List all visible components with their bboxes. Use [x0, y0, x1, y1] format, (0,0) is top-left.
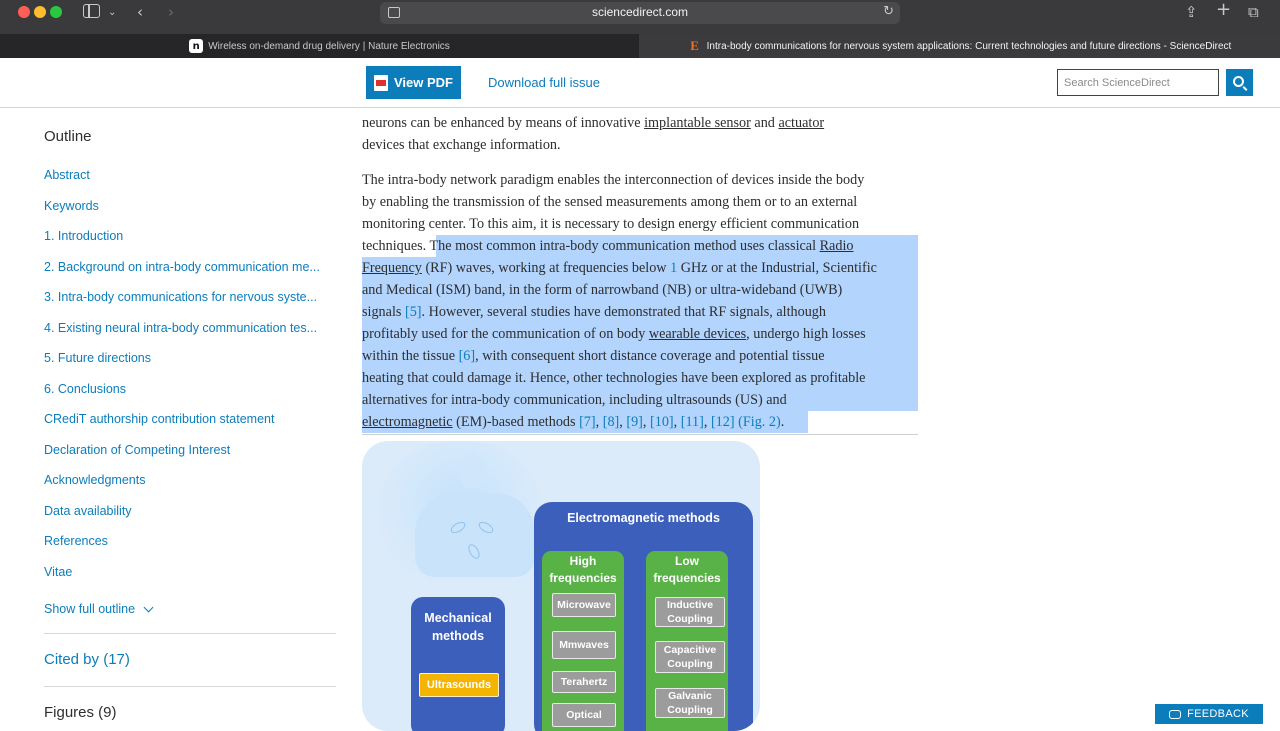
view-pdf-button[interactable]: [366, 66, 461, 99]
paragraph-line: monitoring center. To this aim, it is necessary to design energy efficient communication: [362, 216, 860, 232]
mmwaves-chip: Mmwaves: [552, 631, 616, 659]
search-icon: [1233, 76, 1244, 87]
em-methods-title: Electromagnetic methods: [567, 511, 720, 525]
tab-bar: [0, 34, 1280, 58]
paragraph-line: by enabling the transmission of the sensed measurements among them or to an external: [362, 194, 858, 210]
nature-favicon-icon: n: [189, 39, 203, 53]
zoom-window-button[interactable]: [50, 6, 62, 18]
capacitive-coupling-chip: Capacitive Coupling: [655, 641, 725, 673]
site-header: [0, 58, 1280, 108]
optical-chip: Optical: [552, 703, 616, 727]
body-head: [458, 453, 486, 489]
tab-sciencedirect[interactable]: [639, 34, 1280, 58]
mechanical-methods-title: Mechanical methods: [424, 611, 492, 643]
reference-link[interactable]: [5]: [404, 304, 422, 320]
divider: [44, 686, 336, 687]
paragraph-line: and Medical (ISM) band, in the form of narrowband (NB) or ultra-wideband (UWB): [362, 282, 843, 298]
reference-link[interactable]: [6]: [458, 348, 476, 364]
actuator-link[interactable]: actuator: [778, 115, 825, 131]
reference-link[interactable]: [7]: [579, 414, 596, 430]
outline-item-background[interactable]: 2. Background on intra-body communication me...: [44, 260, 320, 274]
reference-link[interactable]: [9]: [626, 414, 643, 430]
reference-link[interactable]: [11]: [680, 414, 704, 430]
paragraph-line: electromagnetic (EM)-based methods [7], [8], [9], [10], [11], [12] (Fig. 2).: [362, 414, 785, 430]
reload-icon[interactable]: ↻: [883, 4, 894, 19]
chat-icon: [1169, 710, 1181, 719]
outline-item-nervous-system[interactable]: 3. Intra-body communications for nervous syste...: [44, 290, 318, 304]
search-button[interactable]: [1226, 69, 1253, 96]
outline-title: Outline: [44, 128, 92, 145]
terahertz-chip: Terahertz: [552, 671, 616, 693]
radio-frequency-link[interactable]: Radio: [819, 238, 854, 254]
url-text: sciencedirect.com: [591, 5, 689, 19]
outline-item-acknowledgments[interactable]: Acknowledgments: [44, 473, 146, 487]
paragraph-line: devices that exchange information.: [362, 137, 561, 153]
outline-item-vitae[interactable]: Vitae: [44, 565, 73, 579]
outline-item-keywords[interactable]: Keywords: [44, 199, 99, 213]
outline-item-credit[interactable]: CRediT authorship contribution statement: [44, 412, 275, 426]
wearable-devices-link[interactable]: wearable devices: [648, 326, 747, 342]
close-window-button[interactable]: [18, 6, 30, 18]
low-frequencies-box: [646, 551, 728, 731]
inductive-coupling-chip: Inductive Coupling: [655, 597, 725, 627]
paragraph-line: neurons can be enhanced by means of innovative implantable sensor and actuator: [362, 115, 825, 131]
paragraph-line: within the tissue [6], with consequent short distance coverage and potential tissue: [362, 348, 825, 364]
galvanic-coupling-chip: Galvanic Coupling: [655, 688, 725, 718]
chevron-down-icon[interactable]: ⌄: [108, 7, 117, 18]
tab-title: Intra-body communications for nervous system applications: Current technologies and future directions - ScienceDirect: [706, 40, 1232, 52]
share-icon[interactable]: ⇪: [1185, 3, 1198, 21]
reference-link[interactable]: [8]: [602, 414, 620, 430]
show-full-outline-button[interactable]: [44, 602, 152, 616]
sidebar-toggle-icon[interactable]: [83, 4, 100, 18]
human-body-illustration: [380, 441, 540, 581]
view-pdf-label: View PDF: [393, 75, 453, 90]
show-full-outline-label: Show full outline: [44, 602, 136, 616]
elsevier-favicon-icon: E: [690, 38, 699, 53]
outline-item-conclusions[interactable]: 6. Conclusions: [44, 382, 126, 396]
outline-item-introduction[interactable]: 1. Introduction: [44, 229, 124, 243]
microwave-chip: Microwave: [552, 593, 616, 617]
divider: [44, 633, 336, 634]
outline-item-data-availability[interactable]: Data availability: [44, 504, 132, 518]
pdf-icon: [374, 75, 388, 91]
radio-frequency-link[interactable]: Frequency: [362, 260, 422, 276]
tab-title: Wireless on-demand drug delivery | Nature Electronics: [208, 40, 450, 52]
divider: [362, 434, 918, 435]
paragraph-line: The intra-body network paradigm enables the interconnection of devices inside the body: [362, 172, 865, 188]
figure-2-image[interactable]: [362, 441, 760, 731]
address-bar[interactable]: [380, 2, 900, 24]
chevron-down-icon: [144, 602, 154, 612]
forward-icon[interactable]: ›: [168, 3, 174, 21]
body-torso: [415, 493, 535, 577]
low-frequencies-title: Low frequencies: [653, 554, 721, 585]
download-full-issue-link[interactable]: Download full issue: [488, 75, 601, 90]
mechanical-methods-box: [411, 597, 505, 731]
paragraph-line: profitably used for the communication of on body wearable devices, undergo high losses: [362, 326, 866, 342]
back-icon[interactable]: ‹: [137, 3, 143, 21]
outline-item-competing-interest[interactable]: Declaration of Competing Interest: [44, 443, 231, 457]
implantable-sensor-link[interactable]: implantable sensor: [644, 115, 751, 131]
minimize-window-button[interactable]: [34, 6, 46, 18]
search-input[interactable]: [1057, 69, 1219, 96]
electromagnetic-link[interactable]: electromagnetic: [362, 414, 453, 430]
tab-overview-icon[interactable]: ⧉: [1248, 3, 1259, 21]
math-value: 1: [670, 260, 678, 276]
outline-item-existing-testbeds[interactable]: 4. Existing neural intra-body communication tes...: [44, 321, 318, 335]
paragraph-line: alternatives for intra-body communication, including ultrasounds (US) and: [362, 392, 787, 408]
reference-link[interactable]: [10]: [650, 414, 674, 430]
ultrasounds-chip: Ultrasounds: [419, 673, 499, 697]
tab-nature-electronics[interactable]: [0, 34, 639, 58]
browser-toolbar: [0, 0, 1280, 34]
outline-item-future-directions[interactable]: 5. Future directions: [44, 351, 151, 365]
cited-by-link[interactable]: Cited by (17): [44, 651, 130, 668]
new-tab-icon[interactable]: +: [1216, 0, 1232, 20]
paragraph-line: Frequency (RF) waves, working at frequencies below 1 GHz or at the Industrial, Scientific: [362, 260, 877, 276]
feedback-label: FEEDBACK: [1187, 708, 1249, 720]
figure-reference-link[interactable]: (Fig. 2): [738, 414, 781, 430]
outline-item-abstract[interactable]: Abstract: [44, 168, 90, 182]
paragraph-line: heating that could damage it. Hence, other technologies have been explored as profitable: [362, 370, 866, 386]
paragraph-line: techniques. The most common intra-body communication method uses classical Radio: [362, 238, 854, 254]
paragraph-line: signals [5]. However, several studies have demonstrated that RF signals, although: [362, 304, 826, 320]
figures-heading[interactable]: Figures (9): [44, 704, 117, 721]
feedback-button[interactable]: [1155, 704, 1263, 724]
outline-item-references[interactable]: References: [44, 534, 108, 548]
reference-link[interactable]: [12]: [710, 414, 735, 430]
high-frequencies-box: [542, 551, 624, 731]
high-frequencies-title: High frequencies: [549, 554, 617, 585]
